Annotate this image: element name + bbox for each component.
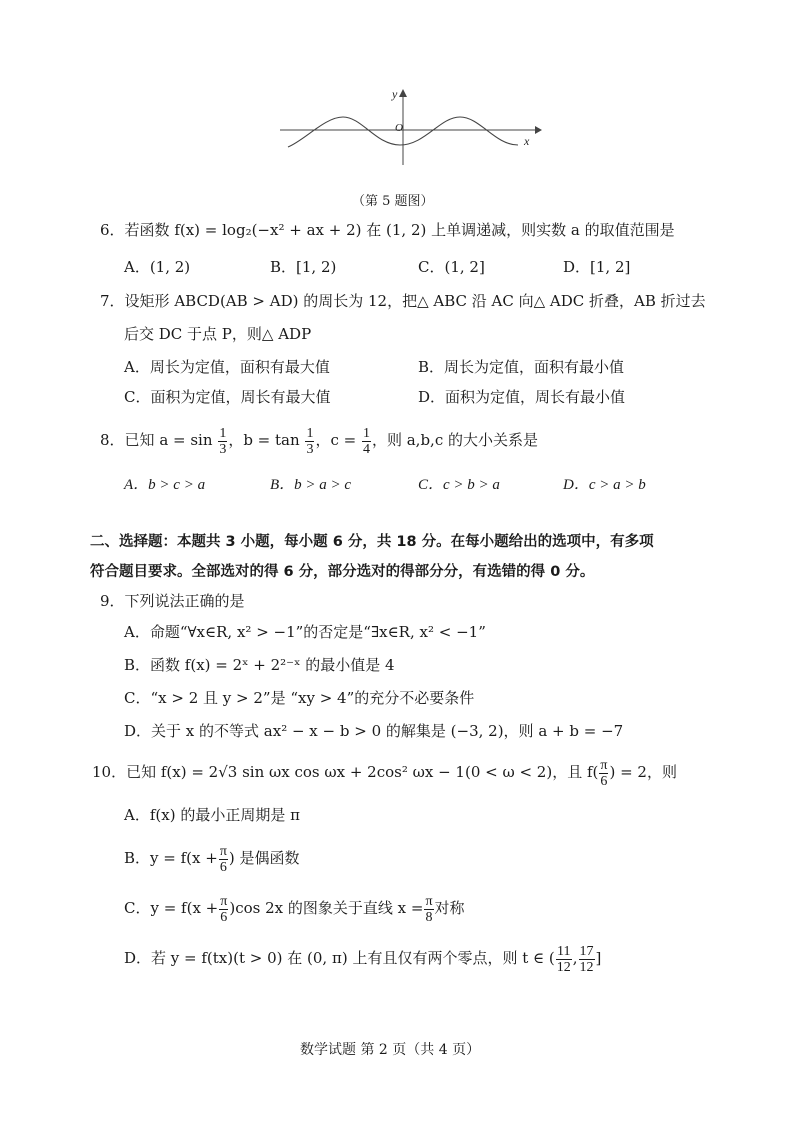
section2-heading-line1: 二、选择题：本题共 3 小题，每小题 6 分，共 18 分。在每小题给出的选项中，有多项	[90, 534, 654, 550]
y-axis-label: y	[392, 87, 398, 101]
q10-number: 10．	[92, 763, 127, 781]
q10-option-b	[124, 838, 300, 878]
q10-option-c	[124, 888, 465, 928]
q10-optc-post: 对称	[434, 899, 465, 917]
q10-optd-post: ]	[595, 949, 602, 967]
q9-option-d: D．关于 x 的不等式 ax² − x − b > 0 的解集是 (−3, 2)，则 a + b = −7	[124, 722, 624, 740]
q10-optc-pre: C．y = f(x +	[124, 899, 219, 917]
q8-fraction-c: $\frac{1}{4}$	[362, 425, 370, 457]
q7-stem-line1: 设矩形 ABCD(AB > AD) 的周长为 12，把△ ABC 沿 AC 向△ ADC 折叠，AB 折过去	[124, 292, 706, 310]
q6-option-c: C．(1, 2]	[418, 258, 485, 276]
q6-option-d: D．[1, 2]	[563, 258, 631, 276]
q10-optb-post: ) 是偶函数	[228, 849, 300, 867]
q8-option-d: D．c > a > b	[563, 477, 646, 493]
q7-option-a: A．周长为定值，面积有最大值	[124, 358, 330, 376]
q10-stem-pre: 已知 f(x) = 2√3 sin ωx cos ωx + 2cos² ωx − 1(0 < ω < 2)，且 f(	[126, 763, 599, 781]
q7-option-d: D．面积为定值，周长有最小值	[418, 388, 626, 406]
question-9	[100, 590, 245, 611]
q10-optc-fraction-2: $\frac{\pi}{8}$	[425, 893, 433, 925]
x-axis-arrow-icon	[535, 126, 542, 134]
x-axis-label: x	[524, 134, 530, 148]
question-8	[100, 420, 538, 460]
q6-option-a: A．(1, 2)	[124, 258, 191, 276]
q10-optd-pre: D．若 y = f(tx)(t > 0) 在 (0, π) 上有且仅有两个零点，则 t ∈ (	[124, 949, 555, 967]
question5-figure	[280, 85, 550, 165]
q8-stem-pre: 已知 a = sin	[124, 431, 213, 449]
q10-stem-post: ) = 2，则	[609, 763, 677, 781]
question-10	[92, 752, 677, 792]
q8-number: 8．	[100, 431, 125, 449]
q10-optc-fraction-1: $\frac{\pi}{6}$	[220, 893, 228, 925]
origin-label: O	[395, 122, 403, 134]
question-7	[100, 290, 706, 311]
q7-stem-line2: 后交 DC 于点 P，则△ ADP	[124, 325, 312, 343]
q10-option-a: A．f(x) 的最小正周期是 π	[124, 806, 300, 824]
q9-option-a: A．命题“∀x∈R, x² > −1”的否定是“∃x∈R, x² < −1”	[124, 623, 486, 641]
q10-optb-pre: B．y = f(x +	[124, 849, 218, 867]
q9-option-b: B．函数 f(x) = 2ˣ + 2²⁻ˣ 的最小值是 4	[124, 656, 395, 674]
q8-fraction-a: $\frac{1}{3}$	[219, 425, 227, 457]
q9-number: 9．	[100, 592, 125, 610]
q8-c-pre: ，c =	[315, 431, 357, 449]
q8-b-pre: ，b = tan	[228, 431, 300, 449]
q7-number: 7．	[100, 292, 125, 310]
q10-option-d: D．若 y = f(tx)(t > 0) 在 (0, π) 上有且仅有两个零点，则 t ∈ ( $\frac{11}{12}$ , $\frac{17}{12}$ ]	[124, 943, 602, 975]
y-axis-arrow-icon	[399, 89, 407, 97]
q6-option-b: B．[1, 2)	[270, 258, 337, 276]
figure-caption: （第 5 题图）	[352, 194, 434, 209]
q10-fraction-pi-6: $\frac{\pi}{6}$	[600, 757, 608, 789]
q8-stem-post: ，则 a,b,c 的大小关系是	[371, 431, 538, 449]
q9-option-c: C．“x > 2 且 y > 2”是 “xy > 4”的充分不必要条件	[124, 689, 475, 707]
q10-optd-fraction-2: $\frac{17}{12}$	[579, 943, 594, 975]
q8-fraction-b: $\frac{1}{3}$	[306, 425, 314, 457]
page-footer: 数学试题 第 2 页（共 4 页）	[300, 1042, 481, 1058]
q10-optc-mid: )cos 2x 的图象关于直线 x =	[229, 899, 424, 917]
q9-stem: 下列说法正确的是	[124, 592, 245, 610]
section2-heading-line2: 符合题目要求。全部选对的得 6 分，部分选对的得部分分，有选错的得 0 分。	[90, 564, 595, 580]
q6-stem: 若函数 f(x) = log₂(−x² + ax + 2) 在 (1, 2) 上单调递减，则实数 a 的取值范围是	[124, 221, 675, 239]
q10-optd-fraction-1: $\frac{11}{12}$	[556, 943, 571, 975]
q8-option-b: B．b > a > c	[270, 477, 352, 493]
q7-option-b: B．周长为定值，面积有最小值	[418, 358, 625, 376]
q8-option-a: A．b > c > a	[124, 477, 206, 493]
question-6	[100, 219, 675, 240]
q6-number: 6．	[100, 221, 125, 239]
q7-option-c: C．面积为定值，周长有最大值	[124, 388, 331, 406]
q8-option-c: C．c > b > a	[418, 477, 500, 493]
q10-optb-fraction: $\frac{\pi}{6}$	[219, 843, 227, 875]
